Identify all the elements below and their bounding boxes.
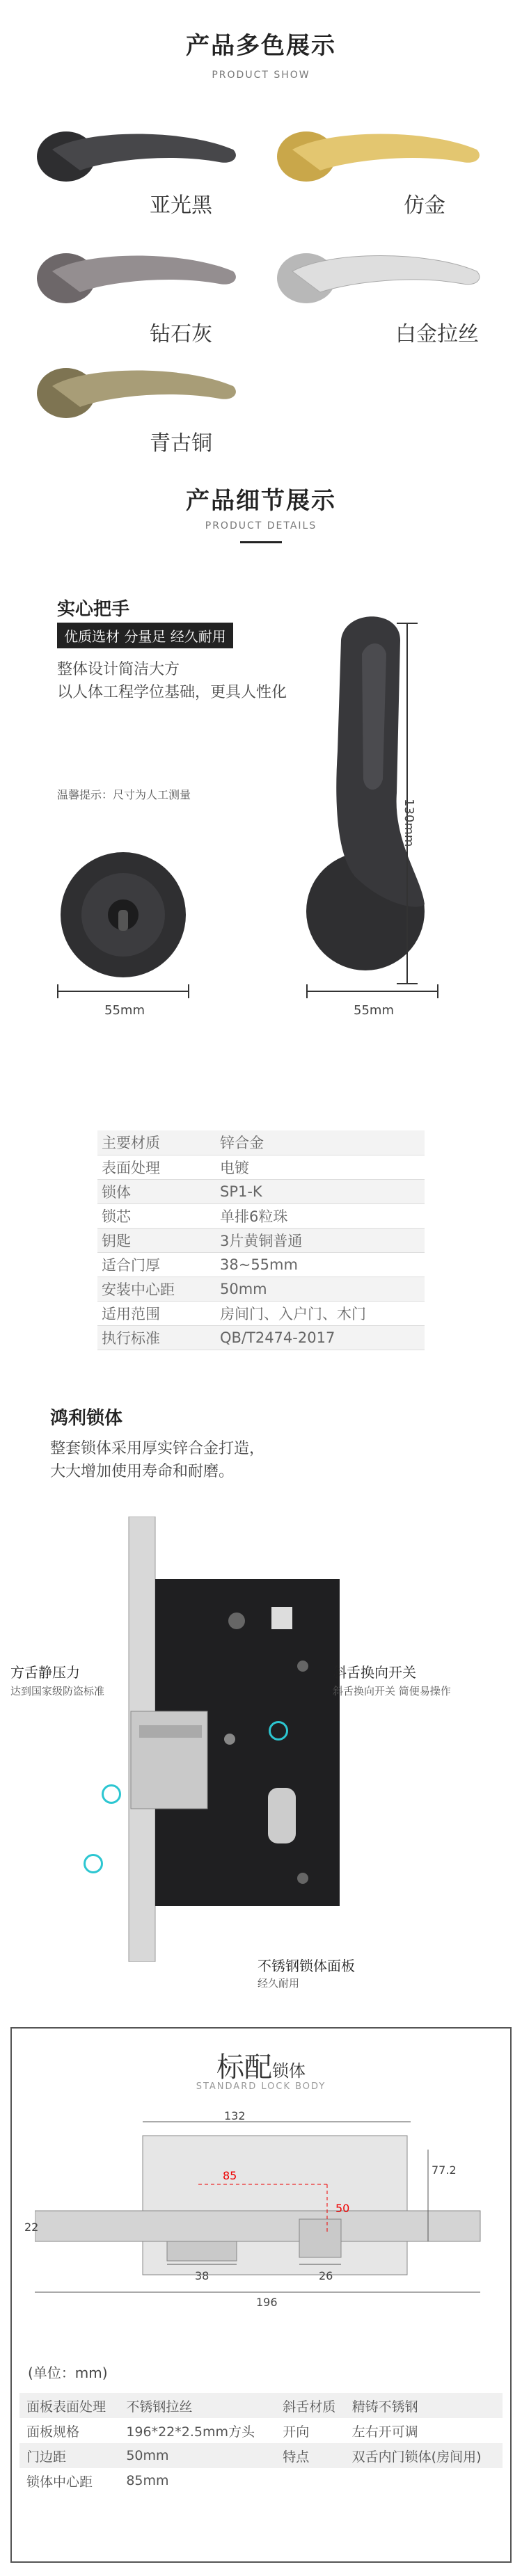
dim-total: 196 <box>256 2296 278 2309</box>
callout-right-title: 斜舌换向开关 <box>333 1664 416 1681</box>
spec-value: 50mm <box>216 1277 425 1301</box>
callout-bottom-marker <box>84 1854 103 1873</box>
lockbody-image <box>118 1517 348 1962</box>
standard-value: 左右开可调 <box>351 2424 418 2440</box>
standard-diagram <box>35 2108 487 2303</box>
spec-row <box>97 1130 425 1155</box>
callout-right-marker <box>269 1721 288 1741</box>
standard-key <box>276 2468 345 2493</box>
standard-value: 85mm <box>126 2473 169 2488</box>
standard-key: 锁体中心距 <box>26 2474 93 2490</box>
color-label-platinum: 白金拉丝 <box>395 322 479 346</box>
spec-row <box>97 1301 425 1325</box>
standard-key: 斜舌材质 <box>276 2393 345 2418</box>
standard-title-small: 锁体 <box>272 2061 306 2081</box>
dim-center: 50 <box>335 2202 350 2215</box>
standard-value: 50mm <box>119 2443 276 2468</box>
lockbody-desc-1: 整套锁体采用厚实锌合金打造， <box>50 1440 265 1457</box>
dim-top: 132 <box>224 2109 246 2122</box>
title-divider <box>240 541 282 543</box>
standard-row <box>19 2418 503 2443</box>
spec-value: 3片黄铜普通 <box>216 1228 425 1252</box>
colors-title: 产品多色展示 <box>186 32 336 60</box>
callout-bottom-sub: 经久耐用 <box>258 1977 300 1990</box>
standard-subtitle: STANDARD LOCK BODY <box>196 2081 326 2092</box>
standard-key: 面板规格 <box>26 2424 80 2440</box>
spec-row <box>97 1228 425 1252</box>
standard-title <box>0 2045 522 2085</box>
measure-note: 温馨提示：尺寸为人工测量 <box>57 788 191 801</box>
handle-image-grey <box>31 243 247 306</box>
standard-row <box>19 2443 503 2468</box>
spec-key: 适用范围 <box>97 1301 216 1325</box>
lockbody-title: 鸿利锁体 <box>50 1408 123 1429</box>
colors-subtitle: PRODUCT SHOW <box>212 70 310 81</box>
standard-row <box>19 2468 503 2493</box>
height-dim-label: 130mm <box>402 799 416 847</box>
standard-key: 门边距 <box>19 2443 119 2468</box>
standard-value: 精铸不锈钢 <box>345 2393 503 2418</box>
standard-value: 196*22*2.5mm方头 <box>126 2424 255 2440</box>
unit-note: (单位：mm) <box>28 2365 108 2381</box>
handle-image-gold <box>268 122 491 184</box>
spec-key: 适合门厚 <box>97 1252 216 1277</box>
spec-row <box>97 1277 425 1301</box>
color-label-grey: 钻石灰 <box>150 322 212 346</box>
details-title: 产品细节展示 <box>186 487 336 515</box>
standard-table <box>19 2393 503 2493</box>
rose-dim-label: 55mm <box>104 1003 145 1018</box>
rose-front-image <box>57 849 189 981</box>
standard-value: 双舌内门锁体(房间用) <box>345 2443 503 2468</box>
handle-image-black <box>31 122 247 184</box>
spec-value: 38~55mm <box>216 1252 425 1277</box>
callout-left-marker <box>102 1784 121 1804</box>
callout-bottom-title: 不锈钢锁体面板 <box>258 1958 355 1974</box>
spec-key: 锁芯 <box>97 1203 216 1228</box>
spec-value: SP1-K <box>216 1179 425 1203</box>
dim-right: 77.2 <box>432 2163 457 2177</box>
spec-row <box>97 1252 425 1277</box>
spec-key: 锁体 <box>97 1179 216 1203</box>
handle-desc-1: 整体设计简洁大方 <box>57 661 180 678</box>
callout-left-title: 方舌静压力 <box>10 1664 80 1681</box>
standard-key: 开向 <box>283 2424 310 2440</box>
standard-title-big: 标配 <box>216 2051 272 2083</box>
rose-side-dimension-line <box>306 984 438 998</box>
lockbody-desc-2: 大大增加使用寿命和耐磨。 <box>50 1463 235 1480</box>
handle-image-platinum <box>268 243 491 306</box>
details-subtitle: PRODUCT DETAILS <box>205 520 317 531</box>
spec-row <box>97 1155 425 1179</box>
standard-row <box>19 2393 503 2418</box>
standard-value: 不锈钢拉丝 <box>119 2393 276 2418</box>
dim-inner: 85 <box>223 2169 237 2182</box>
spec-key: 钥匙 <box>97 1228 216 1252</box>
standard-value <box>345 2468 503 2493</box>
handle-image-bronze <box>31 358 247 421</box>
dim-bolt: 38 <box>195 2269 209 2282</box>
color-label-gold: 仿金 <box>404 193 445 218</box>
spec-value: 锌合金 <box>216 1130 425 1155</box>
standard-key: 特点 <box>276 2443 345 2468</box>
spec-value: 房间门、入户门、木门 <box>216 1301 425 1325</box>
spec-key: 执行标准 <box>97 1325 216 1350</box>
handle-badge: 优质选材 分量足 经久耐用 <box>57 623 233 648</box>
dim-left: 22 <box>24 2221 39 2234</box>
spec-row <box>97 1179 425 1203</box>
spec-row <box>97 1203 425 1228</box>
spec-value: 电镀 <box>216 1155 425 1179</box>
spec-key: 表面处理 <box>97 1155 216 1179</box>
spec-row <box>97 1325 425 1350</box>
handle-side-image <box>278 612 445 981</box>
rose-side-dim-label: 55mm <box>354 1003 394 1018</box>
callout-left-sub: 达到国家级防盗标准 <box>10 1685 105 1697</box>
color-label-black: 亚光黑 <box>150 193 212 218</box>
rose-dimension-line <box>57 984 189 998</box>
callout-right-sub: 斜舌换向开关 简便易操作 <box>333 1685 451 1697</box>
spec-value: 单排6粒珠 <box>216 1203 425 1228</box>
handle-desc-2: 以人体工程学位基础，更具人性化 <box>57 684 287 701</box>
spec-key: 主要材质 <box>97 1130 216 1155</box>
color-label-bronze: 青古铜 <box>150 431 212 456</box>
spec-value: QB/T2474-2017 <box>216 1325 425 1350</box>
spec-key: 安装中心距 <box>97 1277 216 1301</box>
handle-title: 实心把手 <box>57 599 130 620</box>
spec-table <box>97 1130 425 1350</box>
dim-latch: 26 <box>319 2269 333 2282</box>
standard-key: 面板表面处理 <box>19 2393 119 2418</box>
